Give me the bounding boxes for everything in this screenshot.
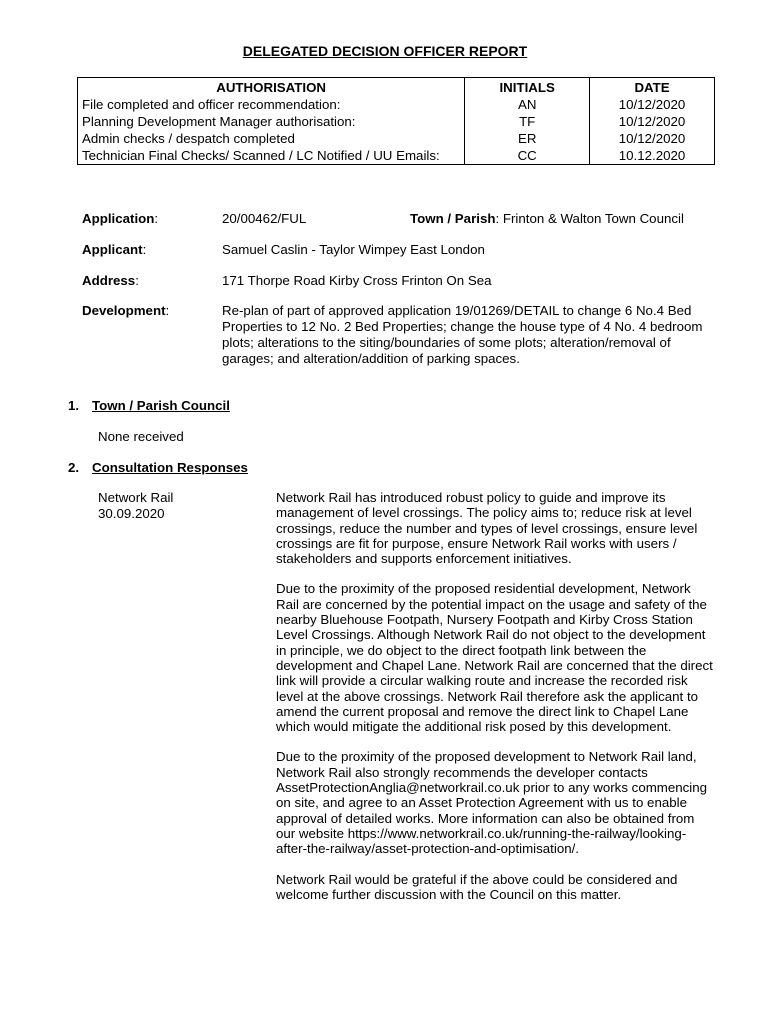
section-number: 2. (68, 460, 80, 475)
authorisation-table (77, 77, 715, 165)
table-row (78, 130, 715, 147)
header-date: DATE (590, 78, 715, 97)
initials-cell: ER (465, 130, 590, 147)
table-header-row (78, 78, 715, 97)
consultee (98, 490, 173, 522)
development-value: Re-plan of part of approved application 19/01269/DETAIL to change 6 No.4 Bed Properties to 12 No. 2 Bed Properties; change the house type of 4 No. 4 bedroom plots; alterations to the siting/boundaries of some plots; alteration/removal of garages; and alteration/addition of parking spaces. (222, 303, 703, 366)
applicant-value: Samuel Caslin - Taylor Wimpey East London (222, 242, 485, 257)
consultee-date: 30.09.2020 (98, 506, 165, 521)
application-value: 20/00462/FUL (222, 211, 307, 226)
application-label: Application: (82, 211, 159, 226)
table-row (78, 113, 715, 130)
date-cell: 10/12/2020 (590, 96, 715, 113)
section-number: 1. (68, 398, 80, 413)
response-paragraph: Network Rail has introduced robust policy to guide and improve its management of level crossings. The policy aims to; reduce risk at level crossings, reduce the number and types of level crossings, ensure level crossings are fit for purpose, ensure Network Rail works with users / stakeholders and supports enforcement initiatives. (276, 490, 698, 567)
development-label: Development: (82, 303, 170, 318)
header-authorisation: AUTHORISATION (78, 78, 465, 97)
task-cell: Planning Development Manager authorisation: (78, 113, 465, 130)
date-cell: 10.12.2020 (590, 147, 715, 165)
initials-cell: TF (465, 113, 590, 130)
response-paragraph: Network Rail would be grateful if the above could be considered and welcome further discussion with the Council on this matter. (276, 871, 678, 902)
parish-response-text: None received (98, 429, 184, 444)
table-row (78, 96, 715, 113)
address-value: 171 Thorpe Road Kirby Cross Frinton On Sea (222, 273, 492, 288)
section-heading: Consultation Responses (92, 460, 248, 475)
town-parish-value: Frinton & Walton Town Council (502, 211, 684, 226)
date-cell: 10/12/2020 (590, 130, 715, 147)
town-parish: Town / Parish: Frinton & Walton Town Council (410, 211, 684, 226)
consultee-name: Network Rail (98, 490, 174, 505)
section-heading: Town / Parish Council (92, 398, 230, 413)
section-consultation-responses (68, 460, 248, 475)
response-paragraph: Due to the proximity of the proposed development to Network Rail land, Network Rail also strongly recommends the developer contacts AssetProtectionAnglia@networkrail.co.uk prior to any works commencing on site, and agree to an Asset Protection Agreement with us to enable approval of detailed works. More information can also be obtained from our website https://www.networkrail.co.uk/running-the-railway/looking-after-the-railway/asset-protection-and-optimisation/. (276, 749, 708, 857)
date-cell: 10/12/2020 (590, 113, 715, 130)
applicant-label: Applicant: (82, 242, 147, 257)
response-paragraph: Due to the proximity of the proposed residential development, Network Rail are concerned by the potential impact on the usage and safety of the nearby Bluehouse Footpath, Nursery Footpath and Kirby Cross Station Level Crossings. Although Network Rail do not object to the development in principle, we do object to the direct footpath link between the development and Chapel Lane. Network Rail are concerned that the direct link will provide a circular walking route and increase the recorded risk level at the above crossings. Network Rail therefore ask the applicant to amend the current proposal and remove the direct link to Chapel Lane which would mitigate the additional risk posed by this development. (276, 581, 713, 735)
task-cell: Admin checks / despatch completed (78, 130, 465, 147)
table-row (78, 147, 715, 165)
address-label: Address: (82, 273, 139, 288)
task-cell: Technician Final Checks/ Scanned / LC Notified / UU Emails: (78, 147, 465, 165)
task-cell: File completed and officer recommendation: (78, 96, 465, 113)
initials-cell: AN (465, 96, 590, 113)
section-town-parish-council (68, 398, 230, 413)
initials-cell: CC (465, 147, 590, 165)
consultation-response (276, 490, 716, 917)
town-parish-label: Town / Parish (410, 211, 496, 226)
report-title: DELEGATED DECISION OFFICER REPORT (242, 43, 528, 59)
header-initials: INITIALS (465, 78, 590, 97)
